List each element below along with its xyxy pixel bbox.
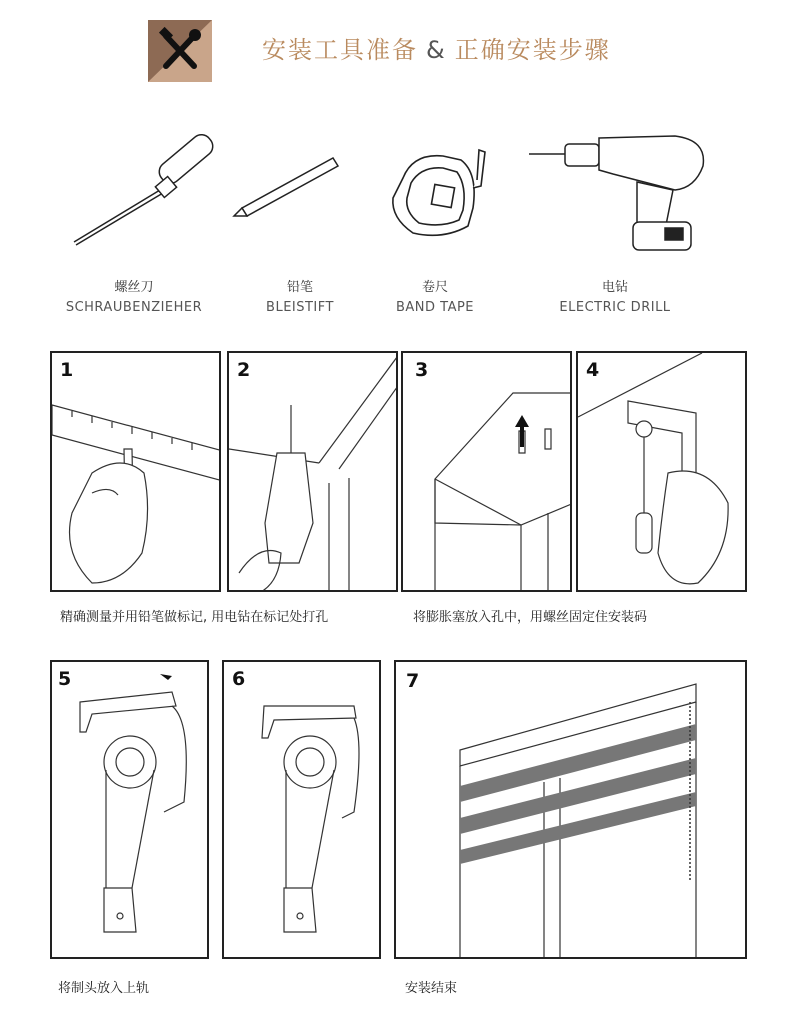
step-number: 4	[586, 359, 600, 381]
step-number: 3	[415, 359, 429, 381]
tool-label-en: BAND TAPE	[395, 300, 475, 315]
title-right: 正确安装步骤	[454, 36, 611, 64]
title-amp: &	[426, 36, 447, 64]
step-panel-4	[576, 351, 747, 592]
tool-label-en: ELECTRIC DRILL	[559, 300, 671, 315]
rail-locked-illustration	[224, 662, 381, 959]
measuring-illustration	[52, 353, 221, 592]
tool-label-cn: 铅笔	[286, 280, 313, 295]
caption-step-5-6: 将制头放入上轨	[58, 981, 150, 996]
tool-label-cn: 卷尺	[421, 280, 448, 295]
step-number: 6	[232, 668, 246, 690]
rail-insert-illustration	[52, 662, 209, 959]
tool-label-cn: 螺丝刀	[114, 280, 154, 295]
finished-blind-illustration	[396, 662, 747, 959]
step-number: 1	[60, 359, 74, 381]
screwdriver-icon	[60, 130, 220, 250]
tool-label-en: SCHRAUBENZIEHER	[65, 300, 203, 315]
caption-steps-3-4: 将膨胀塞放入孔中，用螺丝固定住安装码	[413, 610, 648, 625]
step-panel-7	[394, 660, 747, 959]
bracket-screw-illustration	[578, 353, 747, 592]
pencil-icon	[228, 150, 348, 220]
step-number: 7	[406, 670, 420, 692]
drilling-illustration	[229, 353, 398, 592]
step-panel-5	[50, 660, 209, 959]
caption-step-7: 安装结束	[405, 981, 458, 996]
step-panel-3	[401, 351, 572, 592]
step-panel-2	[227, 351, 398, 592]
tools-icon	[148, 20, 212, 82]
step-number: 5	[58, 668, 72, 690]
title-left: 安装工具准备	[262, 36, 418, 64]
step-number: 2	[237, 359, 251, 381]
page-title	[262, 30, 611, 65]
step-panel-6	[222, 660, 381, 959]
step-panel-1	[50, 351, 221, 592]
anchor-insert-illustration	[403, 353, 572, 592]
tools-logo	[148, 20, 212, 82]
tool-label-cn: 电钻	[601, 280, 628, 295]
caption-steps-1-2: 精确测量并用铅笔做标记, 用电钻在标记处打孔	[60, 610, 329, 625]
tape-measure-icon	[383, 148, 493, 243]
tool-label-en: BLEISTIFT	[266, 300, 334, 315]
electric-drill-icon	[525, 130, 715, 260]
